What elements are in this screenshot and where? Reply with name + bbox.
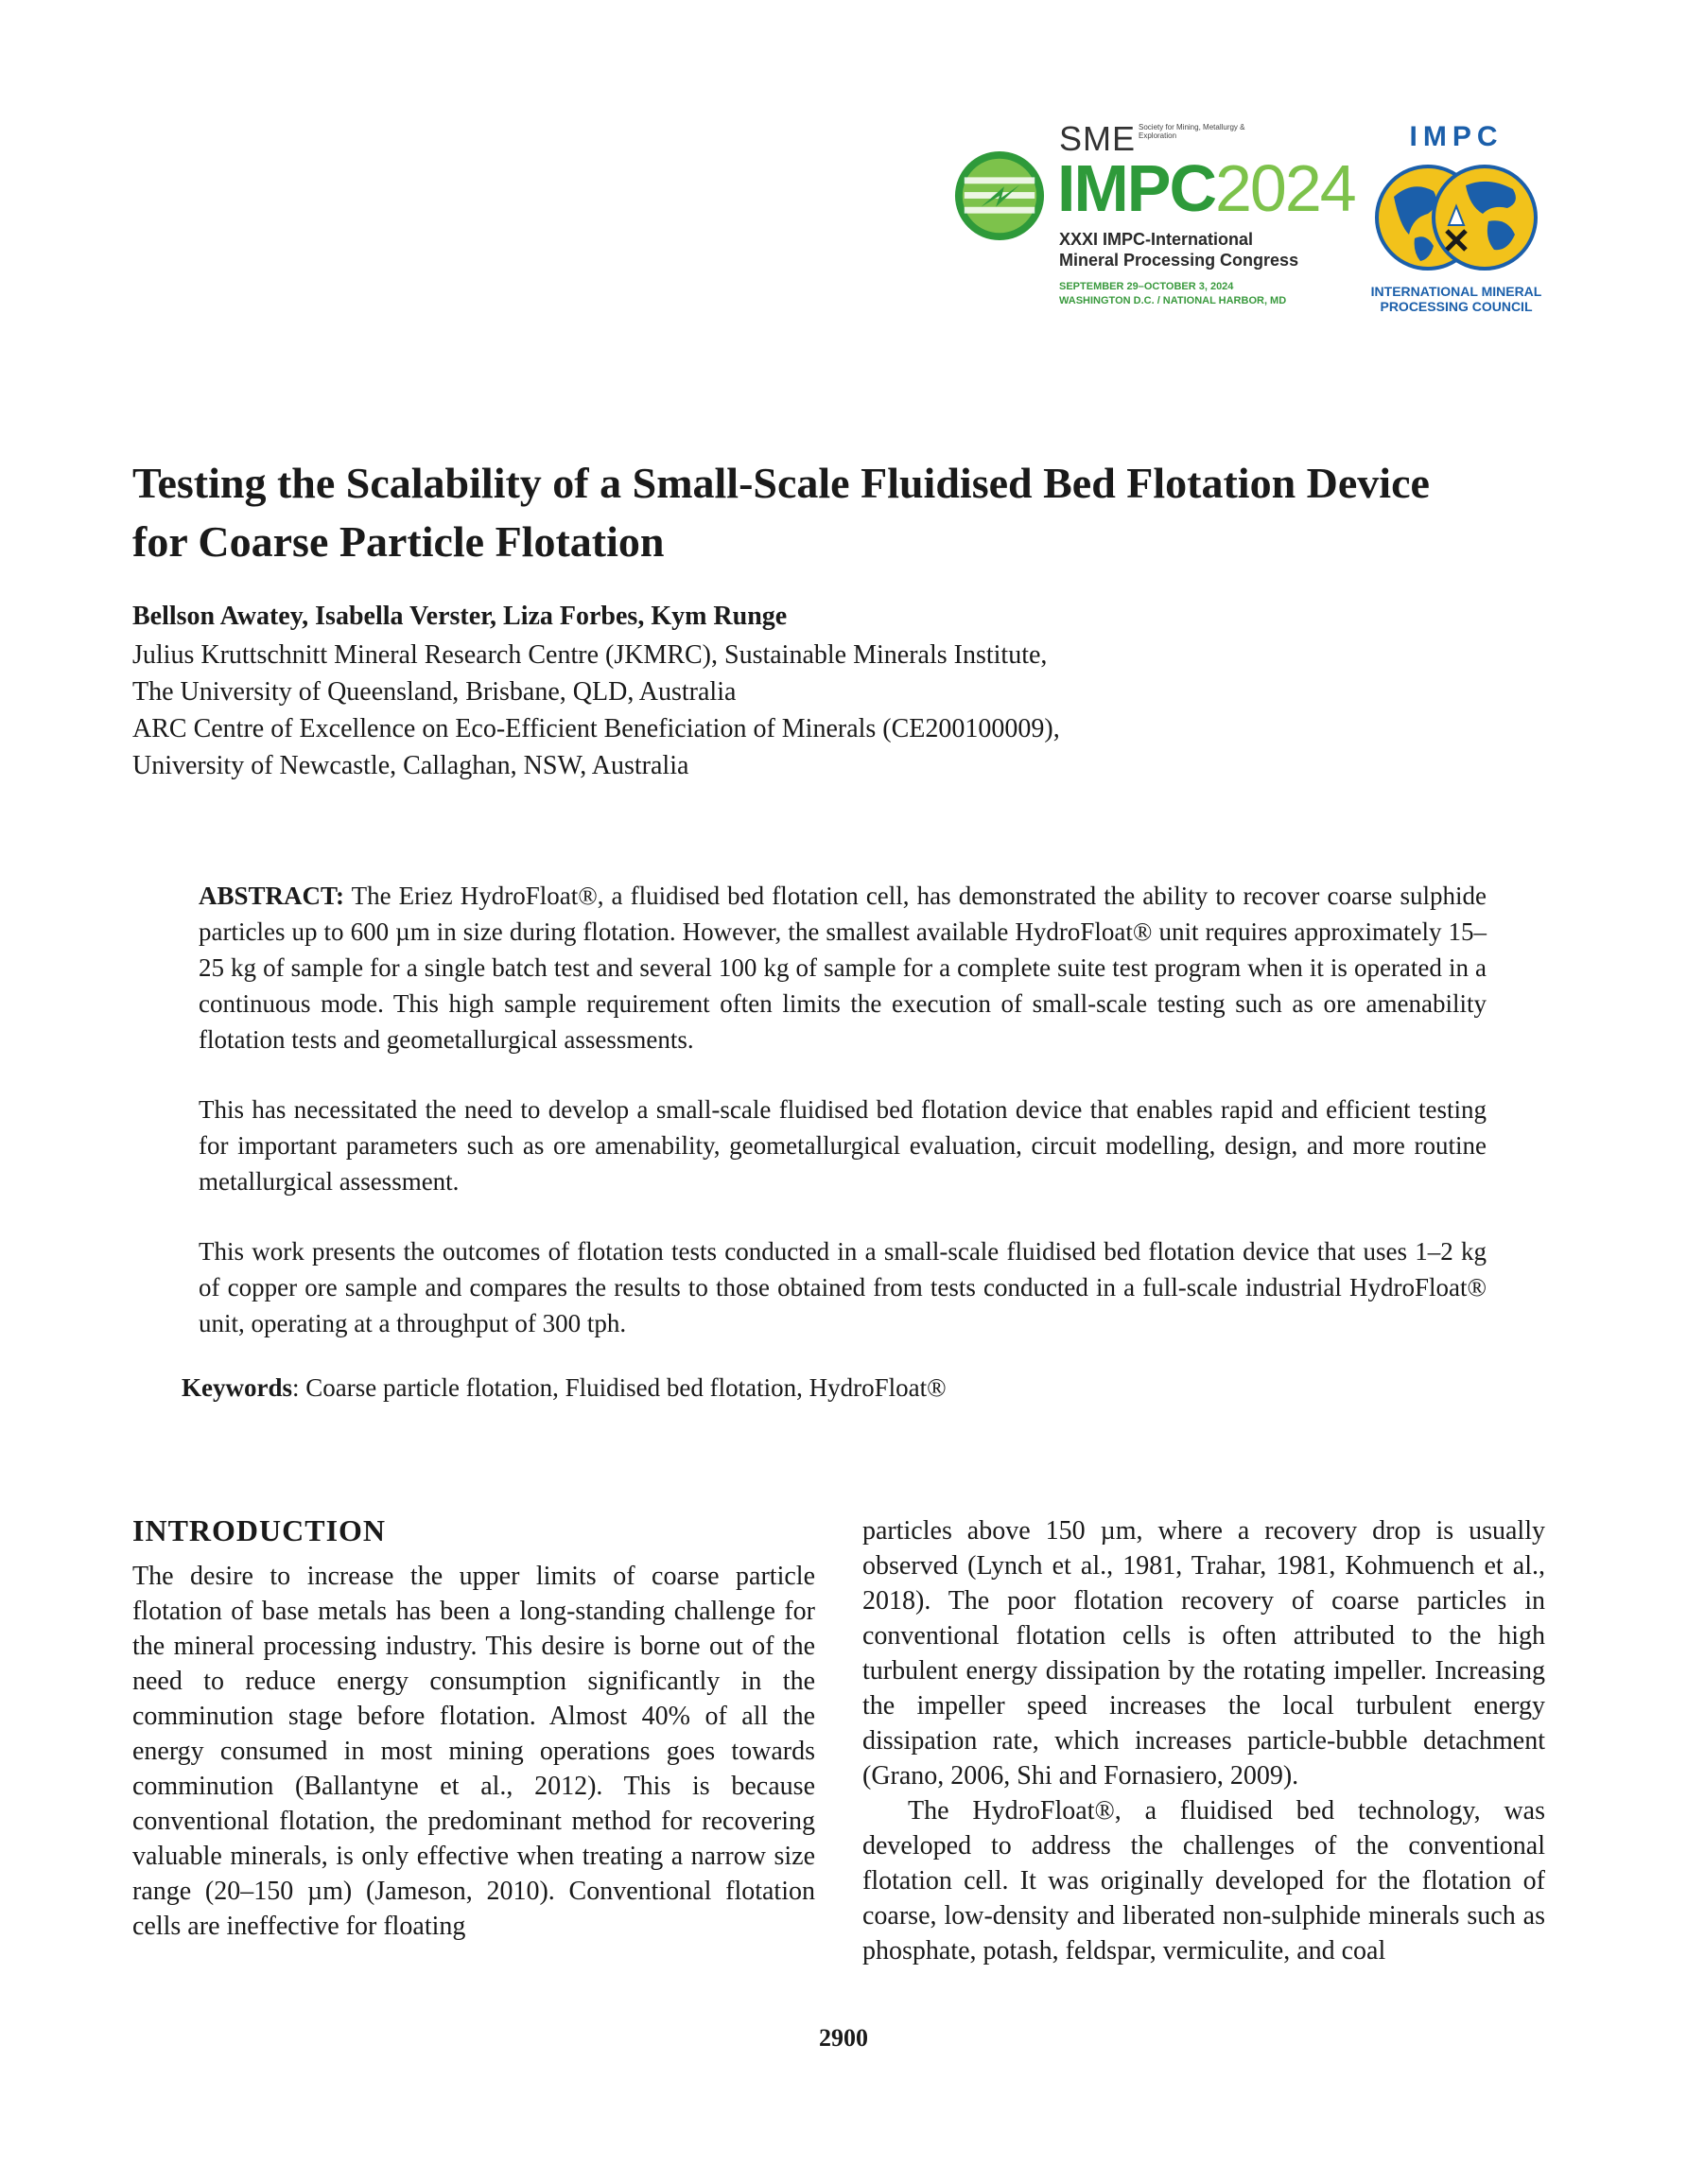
affiliations [132, 637, 1456, 784]
congress-dates: SEPTEMBER 29–OCTOBER 3, 2024 WASHINGTON D.C. / NATIONAL HARBOR, MD [1059, 281, 1287, 306]
impc2024-logo [953, 119, 1355, 323]
body-paragraph: The desire to increase the upper limits of coarse particle flotation of base metals has been a long-standing challenge for the mineral processing industry. This desire is borne out of the need to reduce energy consumption significantly in the comminution stage before flotation. Almost 40% of all the energy consumed in most mining operations goes towards comminution (Ballantyne et al., 2012). This is because conventional flotation, the predominant method for recovering valuable minerals, is only effective when treating a narrow size range (20–150 µm) (Jameson, 2010). Conventional flotation cells are ineffective for floating [132, 1562, 815, 1941]
body-column-right [862, 1513, 1545, 1968]
keywords [182, 1370, 1505, 1406]
council-wordmark: IMPC [1409, 121, 1504, 152]
paper-title: Testing the Scalability of a Small-Scale Fluidised Bed Flotation Device for Coarse Particle Flotation [132, 459, 1430, 566]
congress-name: XXXI IMPC-International Mineral Processing Congress [1059, 230, 1299, 270]
abstract-paragraph: This has necessitated the need to develop a small-scale fluidised bed flotation device that enables rapid and efficient testing for important parameters such as ore amenability, geometallurgical evaluation, circuit modelling, design, and more routine metallurgical assessment. [199, 1095, 1487, 1196]
page-number: 2900 [819, 2024, 868, 2052]
abstract-paragraph [199, 878, 1487, 1057]
keywords-text: : Coarse particle flotation, Fluidised bed flotation, HydroFloat® [292, 1373, 947, 1402]
abstract-text: The Eriez HydroFloat®, a fluidised bed flotation cell, has demonstrated the ability to recover coarse sulphide particles up to 600 µm in size during flotation. However, the smallest available HydroFloat® unit requires approximately 15–25 kg of sample for a single batch test and several 100 kg of sample for a complete suite test program when it is operated in a continuous mode. This high sample requirement often limits the execution of small-scale testing such as ore amenability flotation tests and geometallurgical assessments. [199, 882, 1487, 1054]
globe-icon [1375, 159, 1538, 276]
affiliation-line: ARC Centre of Excellence on Eco-Efficient Beneficiation of Minerals (CE200100009), [132, 714, 1060, 743]
impc-emblem-icon [953, 149, 1046, 242]
abstract [199, 878, 1487, 1375]
section-heading: INTRODUCTION [132, 1513, 387, 1547]
affiliation-line: Julius Kruttschnitt Mineral Research Centre (JKMRC), Sustainable Minerals Institute, [132, 640, 1048, 670]
council-name: INTERNATIONAL MINERAL PROCESSING COUNCIL [1370, 284, 1542, 314]
affiliation-line: University of Newcastle, Callaghan, NSW, Australia [132, 751, 689, 780]
impc-2024-wordmark: IMPC2024 [1057, 151, 1355, 225]
body-paragraph: particles above 150 µm, where a recovery drop is usually observed (Lynch et al., 1981, Trahar, 1981, Kohmuench et al., 2018). The poor flotation recovery of coarse particles in conventional flotation cells is often attributed to the high turbulent energy dissipation by the rotating impeller. Increasing the impeller speed increases the local turbulent energy dissipation rate, which increases particle-bubble detachment (Grano, 2006, Shi and Fornasiero, 2009). [862, 1516, 1545, 1791]
abstract-label: ABSTRACT: [199, 882, 345, 910]
body-column-left [132, 1559, 815, 1944]
affiliation-line: The University of Queensland, Brisbane, QLD, Australia [132, 677, 737, 707]
author-list: Bellson Awatey, Isabella Verster, Liza Forbes, Kym Runge [132, 602, 788, 631]
sme-wordmark: SME [1059, 119, 1137, 158]
abstract-paragraph: This work presents the outcomes of flotation tests conducted in a small-scale fluidised bed flotation device that uses 1–2 kg of copper ore sample and compares the results to those obtained from tests conducted in a full-scale industrial HydroFloat® unit, operating at a throughput of 300 tph. [199, 1237, 1487, 1337]
body-paragraph: The HydroFloat®, a fluidised bed technology, was developed to address the challenges of the conventional flotation cell. It was originally developed for the flotation of coarse, low-density and liberated non-sulphide minerals such as phosphate, potash, feldspar, vermiculite, and coal [862, 1796, 1545, 1966]
keywords-label: Keywords [182, 1373, 292, 1402]
impc-council-logo [1364, 121, 1549, 320]
sme-tagline: Society for Mining, Metallurgy & Exploration [1139, 123, 1245, 140]
